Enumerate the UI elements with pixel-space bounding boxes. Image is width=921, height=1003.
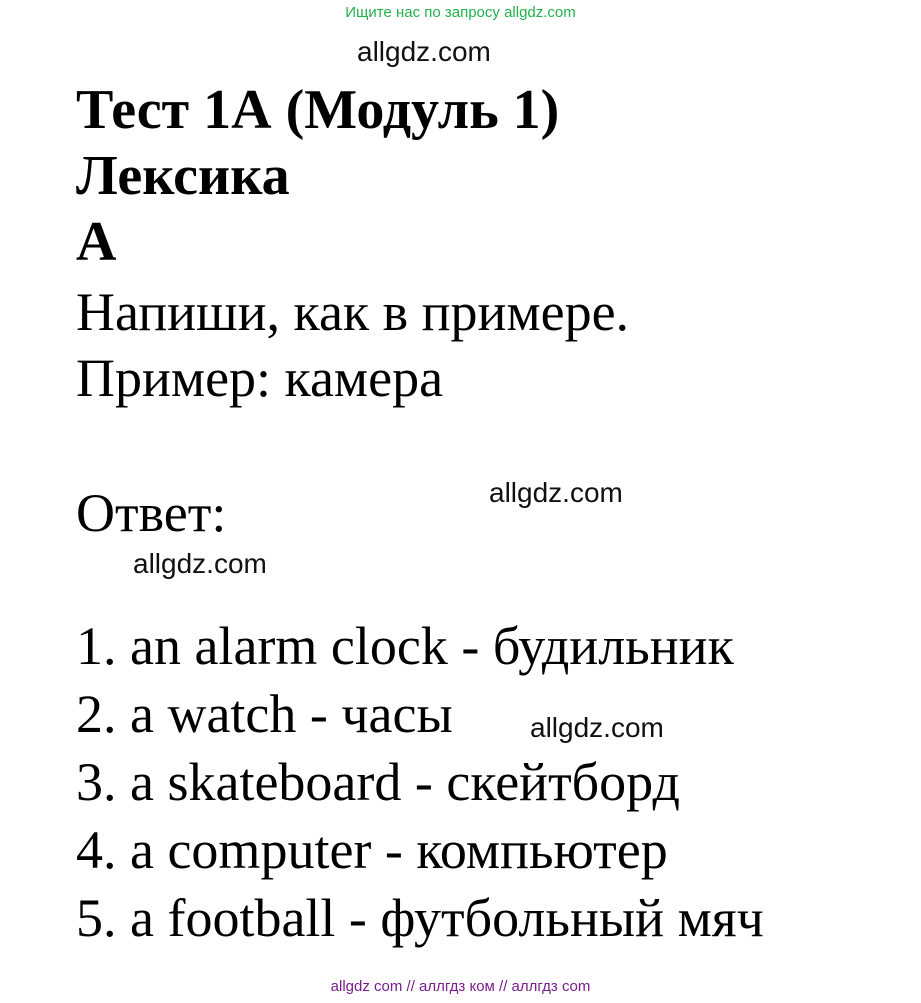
answer-item: 1. an alarm clock - будильник bbox=[76, 616, 734, 676]
watermark: allgdz.com bbox=[530, 712, 664, 743]
top-banner-link[interactable]: Ищите нас по запросу allgdz.com bbox=[345, 4, 576, 21]
answer-item: 4. a computer - компьютер bbox=[76, 820, 668, 880]
watermark: allgdz.com bbox=[489, 477, 623, 508]
answer-list bbox=[76, 612, 764, 952]
answer-label: Ответ: bbox=[76, 483, 227, 543]
watermark: allgdz.com bbox=[357, 36, 491, 67]
instruction-text: Напиши, как в примере. bbox=[76, 282, 630, 342]
answer-item: 2. a watch - часы bbox=[76, 684, 453, 744]
footer-links[interactable]: allgdz com // аллгдз ком // аллгдз com bbox=[330, 978, 591, 995]
watermark: allgdz.com bbox=[133, 548, 267, 579]
page-title: Тест 1А (Модуль 1) bbox=[76, 79, 560, 141]
section-heading: Лексика bbox=[76, 145, 290, 207]
example-text: Пример: камера bbox=[76, 348, 444, 408]
answer-item: 5. a football - футбольный мяч bbox=[76, 888, 764, 948]
part-heading: А bbox=[76, 211, 117, 273]
answer-item: 3. a skateboard - скейтборд bbox=[76, 752, 680, 812]
